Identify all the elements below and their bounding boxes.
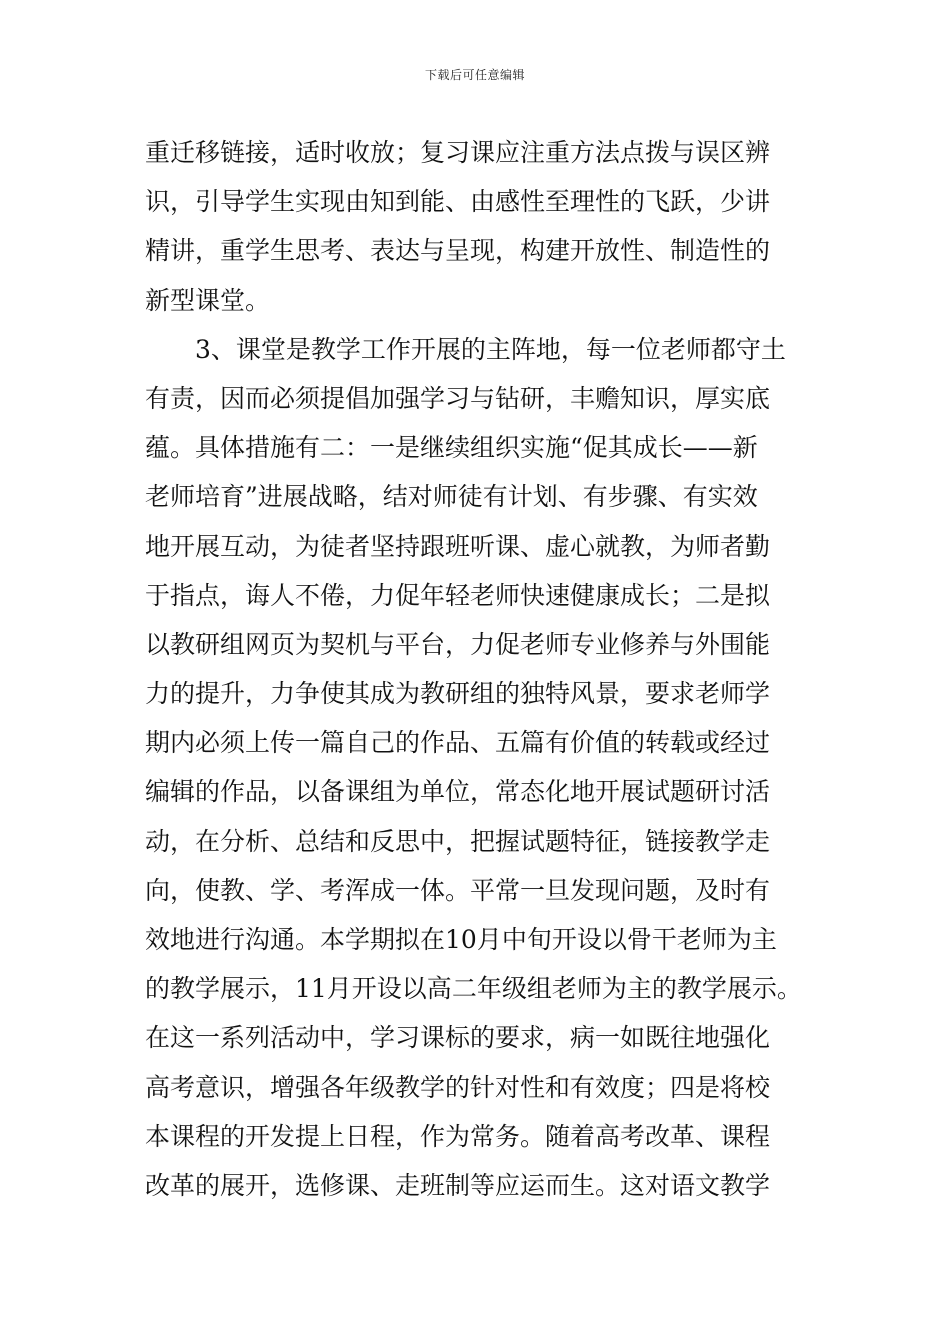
- text-line: 地开展互动，为徒者坚持跟班听课、虚心就教，为师者勤: [145, 531, 771, 561]
- text-line: 精讲，重学生思考、表达与呈现，构建开放性、制造性的: [145, 236, 771, 266]
- text-line: 本课程的开发提上日程，作为常务。随着高考改革、课程: [145, 1121, 771, 1151]
- text-line: 效地进行沟通。本学期拟在10月中旬开设以骨干老师为主: [145, 925, 777, 954]
- text-line: 改革的展开，选修课、走班制等应运而生。这对语文教学: [145, 1170, 771, 1200]
- text-line: 高考意识，增强各年级教学的针对性和有效度；四是将校: [145, 1072, 771, 1102]
- text-line: 新型课堂。: [145, 285, 271, 315]
- text-line: 向，使教、学、考浑成一体。平常一旦发现问题，及时有: [145, 875, 771, 905]
- text-line: 的教学展示，11月开设以高二年级组老师为主的教学展示。: [145, 974, 802, 1004]
- document-body: [145, 128, 810, 1210]
- text-line: 蕴。具体措施有二：一是继续组织实施“促其成长——新: [145, 433, 758, 463]
- text-line: 在这一系列活动中，学习课标的要求，病一如既往地强化: [145, 1023, 771, 1053]
- text-line: 编辑的作品，以备课组为单位，常态化地开展试题研讨活: [145, 777, 771, 807]
- text-line: 老师培育”进展战略，结对师徒有计划、有步骤、有实效: [145, 482, 758, 512]
- text-line: 动，在分析、总结和反思中，把握试题特征，链接教学走: [145, 826, 771, 856]
- text-line: 以教研组网页为契机与平台，力促老师专业修养与外围能: [145, 629, 771, 659]
- text-line: 期内必须上传一篇自己的作品、五篇有价值的转载或经过: [145, 728, 771, 758]
- text-line: 有责，因而必须提倡加强学习与钻研，丰赡知识，厚实底: [145, 383, 771, 413]
- text-line: 识，引导学生实现由知到能、由感性至理性的飞跃，少讲: [145, 187, 771, 217]
- page-header: 下载后可任意编辑: [424, 68, 525, 82]
- text-line: 力的提升，力争使其成为教研组的独特风景，要求老师学: [145, 679, 771, 709]
- text-line: 3、课堂是教学工作开展的主阵地，每一位老师都守土: [145, 334, 786, 364]
- text-line: 于指点，诲人不倦，力促年轻老师快速健康成长；二是拟: [145, 580, 771, 610]
- text-line: 重迁移链接，适时收放；复习课应注重方法点拨与误区辨: [145, 138, 771, 167]
